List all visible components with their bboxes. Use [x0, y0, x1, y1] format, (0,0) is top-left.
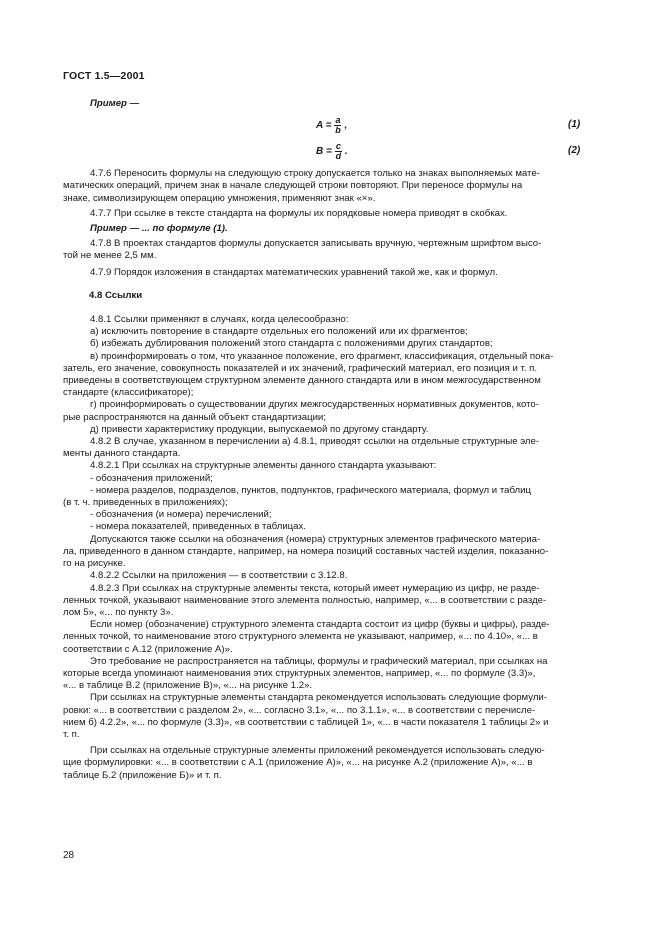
page-body [63, 98, 598, 782]
text-line: 4.7.8 В проектах стандартов формулы допускается записывать вручную, чертежным шрифтом высо- [90, 238, 542, 250]
list-item: г) проинформировать о существовании других межгосударственных нормативных документов, кото- [90, 399, 539, 411]
fraction [335, 142, 342, 161]
text-line: ла, приведенного в данном стандарте, например, на номера позиций составных частей изделия, показанно- [63, 545, 549, 557]
list-item: д) привести характеристику продукции, выпускаемой по другому стандарту. [90, 423, 429, 435]
text-line: 4.8.2 В случае, указанном в перечислении а) 4.8.1, приводят ссылки на отдельные структурные эле- [90, 436, 540, 448]
text-line: затель, его значение, совокупность показателей и их значений, графический материал, его позиция и т. п. [63, 362, 538, 374]
list-item: а) исключить повторение в стандарте отдельных его положений или их фрагментов; [90, 326, 468, 338]
formula-lhs: A = [316, 119, 332, 131]
text-line: 4.8.1 Ссылки применяют в случаях, когда целесообразно: [90, 314, 349, 326]
paragraph-4-8-2-3 [63, 582, 598, 782]
text-line: 4.7.6 Переносить формулы на следующую строку допускается только на знаках выполняемых мате- [90, 168, 540, 180]
list-item: - номера разделов, подразделов, пунктов, подпунктов, графического материала, формул и таблиц [90, 484, 531, 496]
denominator: d [335, 151, 342, 162]
list-item: б) избежать дублирования положений этого стандарта с положениями других стандартов; [90, 338, 493, 350]
paragraph-4-8-2 [63, 436, 598, 460]
section-title: 4.8 Ссылки [89, 289, 143, 301]
example-inline: Пример — ... по формуле (1). [90, 223, 228, 235]
text-line: го на рисунке. [63, 558, 126, 570]
formula-number: (2) [568, 145, 581, 157]
paragraph-4-8-2-1 [63, 460, 598, 570]
paragraph-4-8-2-2: 4.8.2.2 Ссылки на приложения — в соответствии с 3.12.8. [90, 570, 348, 582]
text-line: той не менее 2,5 мм. [63, 250, 157, 262]
text-line: При ссылках на структурные элементы стандарта рекомендуется использовать следующие формули- [90, 692, 547, 704]
text-line: щие формулировки: «... в соответствии с А.1 (приложение А)», «... на рисунке А.2 (приложение А)», «... в [63, 757, 533, 769]
formula-lhs: B = [316, 145, 332, 157]
paragraph-4-7-8 [63, 238, 598, 262]
paragraph-4-7-7: 4.7.7 При ссылке в тексте стандарта на формулы их порядковые номера приводят в скобках. [90, 207, 508, 219]
text-line: Если номер (обозначение) структурного элемента стандарта состоит из цифр (буквы и цифры), разде- [90, 619, 550, 631]
text-line: 4.8.2.3 При ссылках на структурные элементы текста, который имеет нумерацию из цифр, не разде- [90, 582, 540, 594]
formula-2 [90, 142, 598, 168]
formula-expression [316, 142, 348, 161]
numerator: c [335, 141, 341, 152]
text-line: (в т. ч. приведенных в приложениях); [63, 497, 228, 509]
text-line: приведены в соответствующем структурном элементе данного стандарта или в ином межгосударственном [63, 375, 541, 387]
formula-1 [90, 116, 598, 142]
text-line: стандарте (классификаторе); [63, 387, 194, 399]
list-item: - номера показателей, приведенных в таблицах. [90, 521, 306, 533]
example-label: Пример — [90, 98, 140, 109]
text-line: ленных точкой, указывают наименование этого элемента полностью, например, «... в соответствии с разде- [63, 594, 547, 606]
formula-tail: , [344, 119, 348, 131]
text-line: 4.8.2.1 При ссылках на структурные элементы данного стандарта указывают: [90, 460, 437, 472]
text-line: нием б) 4.2.2», «... по формуле (3.3)», «в соответствии с таблицей 1», «... в части показателя 1 таблицы 2» и [63, 716, 549, 728]
text-line: рые распространяются на данный объект стандартизации; [63, 411, 326, 423]
document-code: ГОСТ 1.5—2001 [63, 70, 145, 82]
text-line: лом 5», «... по пункту 3». [63, 606, 174, 618]
page-number: 28 [63, 850, 75, 861]
paragraph-4-7-6 [63, 168, 598, 205]
formula-expression [316, 116, 347, 135]
text-line: матических операций, причем знак в начале следующей строки повторяют. При переносе формулы на [63, 180, 523, 192]
numerator: a [335, 115, 341, 126]
text-line: знаке, символизирующем операцию умножения, применяют знак «×». [63, 192, 376, 204]
formula-tail: . [344, 145, 348, 157]
text-line: соответствии с А.12 (приложение А)». [63, 643, 233, 655]
text-line: которые всегда упоминают наименования этих структурных элементов, например, «... по формуле (3.3)», [63, 667, 536, 679]
text-line: т. п. [63, 728, 80, 740]
text-line: ленных точкой, то наименование этого структурного элемента не указывают, например, «... по 4.10», «... в [63, 631, 538, 643]
text-line: Допускаются также ссылки на обозначения (номера) структурных элементов графического материа- [90, 533, 541, 545]
text-line: При ссылках на отдельные структурные элементы приложений рекомендуется использовать следую- [90, 745, 545, 757]
list-item: - обозначения приложений; [90, 472, 213, 484]
formula-number: (1) [568, 119, 581, 131]
paragraph-4-8-1 [63, 314, 598, 436]
text-line: ровки: «... в соответствии с разделом 2», «... согласно 3.1», «... по 3.1.1», «... в соответствии с перечисле- [63, 704, 536, 716]
text-line: таблице Б.2 (приложение Б)» и т. п. [63, 769, 222, 781]
paragraph-4-7-9: 4.7.9 Порядок изложения в стандартах математических уравнений такой же, как и формул. [90, 266, 498, 278]
text-line: Это требование не распространяется на таблицы, формулы и графический материал, при ссылках на [90, 655, 548, 667]
text-line: менты данного стандарта. [63, 448, 181, 460]
fraction [334, 116, 341, 135]
denominator: b [335, 125, 341, 136]
list-item: - обозначения (и номера) перечислений; [90, 509, 272, 521]
text-line: «... в таблице В.2 (приложение В)», «... на рисунке 1.2». [63, 680, 313, 692]
list-item: в) проинформировать о том, что указанное положение, его фрагмент, классификация, отдельный пока- [90, 350, 554, 362]
